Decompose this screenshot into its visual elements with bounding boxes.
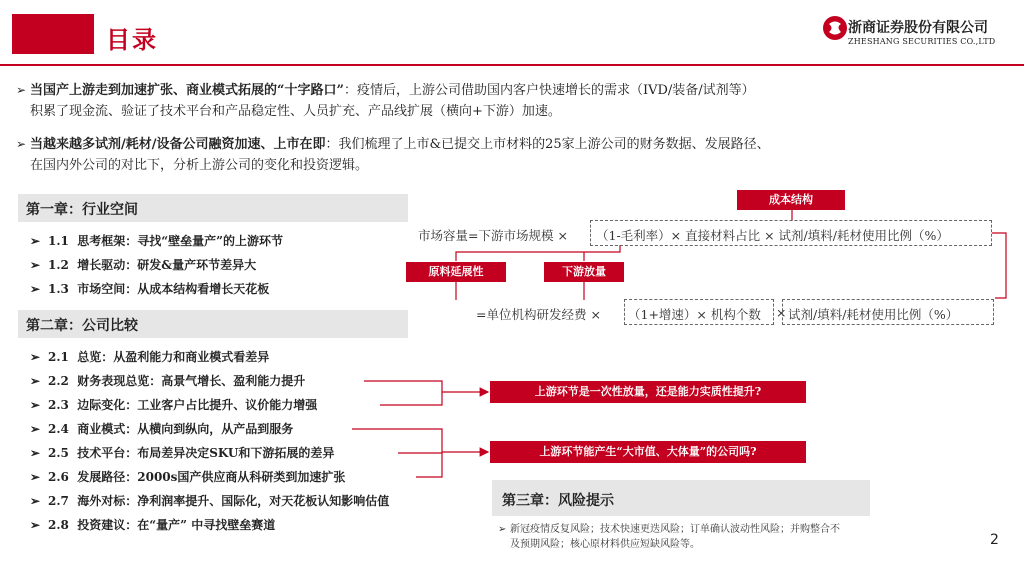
arrow-bullet-icon: ➢	[30, 398, 41, 412]
equation-2-box1-text: （1+增速）× 机构个数	[628, 307, 761, 322]
arrow-bullet-icon: ➢	[30, 518, 41, 532]
callout-question-2: 上游环节能产生“大市值、大体量”的公司吗?	[490, 441, 806, 463]
arrow-bullet-icon: ➢	[30, 374, 41, 388]
arrow-bullet-icon: ➢	[30, 282, 41, 296]
arrow-bullet-icon: ➢	[30, 470, 41, 484]
chapter3-title: 第三章：风险提示	[502, 493, 614, 509]
label-material-extensibility: 原料延展性	[406, 262, 506, 282]
chapter2-title: 第二章：公司比较	[26, 318, 138, 334]
risk-text: ➢ 新冠疫情反复风险；技术快速更迭风险；订单确认波动性风险；并购整合不及预期风险；核心原材料供应短缺风险等。	[498, 524, 840, 550]
arrow-bullet-icon: ➢	[30, 422, 41, 436]
toc-item[interactable]: ➢ 1.2 增长驱动：研发&量产环节差异大	[30, 258, 257, 272]
bullet-bold: 当国产上游走到加速扩张、商业模式拓展的“十字路口”	[30, 83, 344, 98]
arrow-bullet-icon: ➢	[498, 524, 507, 535]
arrow-bullet-icon: ➢	[30, 350, 41, 364]
label-cost-structure: 成本结构	[737, 190, 845, 210]
page-title: 目录	[106, 26, 158, 54]
arrow-bullet-icon: ➢	[30, 258, 41, 272]
toc-item[interactable]: ➢ 1.3 市场空间：从成本结构看增长天花板	[30, 282, 270, 296]
company-name: 浙商证券股份有限公司	[848, 20, 988, 36]
toc-item[interactable]: ➢ 2.5 技术平台：布局差异决定SKU和下游拓展的差异	[30, 446, 335, 460]
equation-2-prefix: =单位机构研发经费 ×	[476, 307, 601, 322]
equation-2-multiply: ×	[776, 305, 787, 320]
chapter1-title: 第一章：行业空间	[26, 202, 138, 218]
callout-question-1: 上游环节是一次性放量，还是能力实质性提升?	[490, 381, 806, 403]
label-downstream-volume: 下游放量	[544, 262, 624, 282]
toc-item[interactable]: ➢ 2.2 财务表现总览：高景气增长、盈利能力提升	[30, 374, 306, 388]
toc-item[interactable]: ➢ 1.1 思考框架：寻找“壁垒量产”的上游环节	[30, 234, 284, 248]
arrow-bullet-icon: ➢	[16, 137, 27, 151]
page-number: 2	[990, 532, 999, 548]
company-name-en: ZHESHANG SECURITIES CO.,LTD	[848, 37, 996, 46]
arrow-bullet-icon: ➢	[30, 494, 41, 508]
equation-2-box2-text: 试剂/填料/耗材使用比例（%）	[788, 307, 959, 322]
bullet-text: ：我们梳理了上市&已提交上市材料的25家上游公司的财务数据、发展路径、	[325, 137, 770, 152]
toc-item[interactable]: ➢ 2.3 边际变化：工业客户占比提升、议价能力增强	[30, 398, 318, 412]
equation-1-box-text: （1-毛利率）× 直接材料占比 × 试剂/填料/耗材使用比例（%）	[596, 228, 949, 243]
toc-item[interactable]: ➢ 2.7 海外对标：净利润率提升、国际化，对天花板认知影响估值	[30, 494, 390, 508]
arrow-bullet-icon: ➢	[16, 83, 27, 97]
toc-item[interactable]: ➢ 2.8 投资建议：在“量产” 中寻找壁垒赛道	[30, 518, 276, 532]
toc-item[interactable]: ➢ 2.1 总览：从盈利能力和商业模式看差异	[30, 350, 270, 364]
toc-item[interactable]: ➢ 2.4 商业模式：从横向到纵向，从产品到服务	[30, 422, 294, 436]
bullet-text-line2: 在国内外公司的对比下，分析上游公司的变化和投资逻辑。	[30, 158, 369, 173]
arrow-bullet-icon: ➢	[30, 234, 41, 248]
bullet-text: ：疫情后，上游公司借助国内客户快速增长的需求（IVD/装备/试剂等）	[343, 83, 755, 98]
arrow-bullet-icon: ➢	[30, 446, 41, 460]
bullet-text-line2: 积累了现金流、验证了技术平台和产品稳定性、人员扩充、产品线扩展（横向+下游）加速。	[30, 104, 561, 119]
equation-1-prefix: 市场容量=下游市场规模 ×	[418, 228, 568, 243]
bullet-bold: 当越来越多试剂/耗材/设备公司融资加速、上市在即	[30, 137, 326, 152]
toc-item[interactable]: ➢ 2.6 发展路径：2000s国产供应商从科研类到加速扩张	[30, 470, 346, 484]
